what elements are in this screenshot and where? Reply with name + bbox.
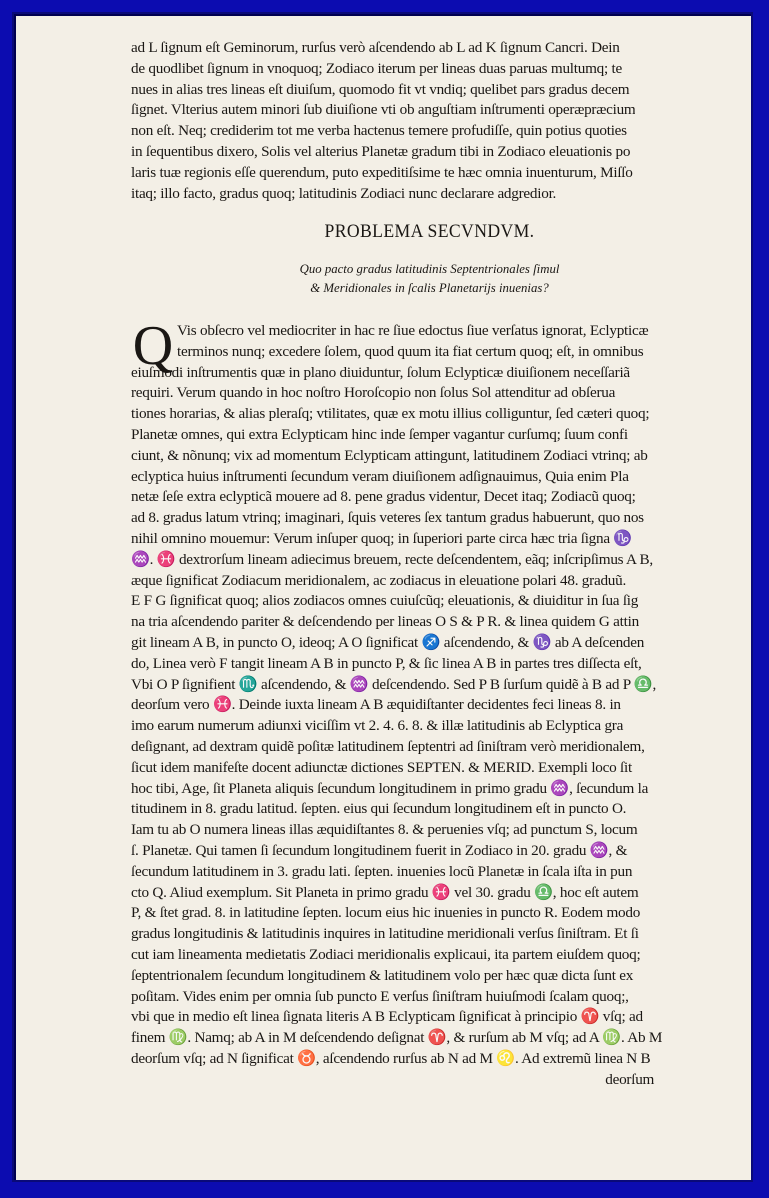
text-line: cut iam lineamenta medietatis Zodiaci meridionalis explicaui, ita partem eiuſdem quoq; — [131, 945, 641, 963]
text-line: de quodlibet ſignum in vnoquoq; Zodiaco iterum per lineas duas paruas multumq; te — [131, 59, 622, 77]
text-line: P, & ſtet grad. 8. in latitudine ſepten. locum eius hic inuenies in puncto R. Eodem modo — [131, 904, 641, 922]
problem-subtitle — [131, 260, 728, 298]
text-line: in ſequentibus dixero, Solis vel alterius Planetæ gradum tibi in Zodiaco eleuationis po — [131, 142, 631, 160]
text-line: eclyptica huius inſtrumenti ſecundum veram diuiſionem adſignauimus, Quia enim Pla — [131, 467, 629, 485]
paragraph-2 — [131, 315, 663, 1090]
drop-cap: Q — [132, 315, 174, 377]
text-line: titudinem in 8. gradu latitud. ſepten. eius qui ſecundum longitudinem eſt in puncto O. — [131, 800, 627, 818]
text-line: ſignet. Vlterius autem minori ſub diuiſione vti ob anguſtiam inſtrumenti operæpræcium — [131, 101, 636, 119]
text-line: vbi que in medio eſt linea ſignata literis A B Eclypticam ſignificat à principio ♈ vſq; ad — [131, 1008, 643, 1026]
text-line: poſitam. Vides enim per omnia ſub puncto E verſus ſiniſtram huiuſmodi ſcalam quoq;, — [131, 987, 629, 1005]
text-line: ſ. Planetæ. Qui tamen ſi ſecundum longitudinem fuerit in Zodiaco in 20. gradu ♒, & — [131, 841, 628, 859]
text-line: finem ♍. Namq; ab A in M deſcendendo deſignat ♈, & rurſum ab M vſq; ad A ♍. Ab M — [131, 1029, 663, 1047]
text-line: ad L ſignum eſt Geminorum, rurſus verò aſcendendo ab L ad K ſignum Cancri. Dein — [131, 39, 620, 56]
text-line: gradus longitudinis & latitudinis inquires in latitudine meridionali verſus ſiniſtram. Et ſi — [131, 925, 639, 943]
text-line: terminos nunq; excedere ſolem, quod quum ita fiat certum quoq; eſt, in omnibus — [177, 342, 644, 360]
text-line: ſicut idem manifeſte docent adiunctæ dictiones SEPTEN. & MERID. Exempli loco ſit — [131, 758, 632, 776]
text-line: laris tuæ regionis eſſe querendum, puto expeditiſsime te hæc omnia inuenturum, Miſſo — [131, 163, 633, 181]
scanned-page — [16, 16, 751, 1180]
text-line: Planetæ omnes, qui extra Eclypticam hinc inde ſemper vagantur curſumq; ſuum confi — [131, 425, 628, 443]
problem-heading: PROBLEMA SECVNDVM. — [324, 221, 535, 242]
text-line: nihil omnino mouemur: Verum inſuper quoq; in ſuperiori parte circa hæc tria ſigna ♑ — [131, 529, 633, 547]
text-line: tiones horarias, & alias pleraſq; vtilitates, quæ ex motu illius colliguntur, ſed cæteri quoq; — [131, 405, 650, 423]
text-line: deſignant, ad dextram quidẽ poſitæ latitudinem ſeptentri ad ſiniſtram verò meridionalem, — [131, 737, 645, 755]
text-line: git lineam A B, in puncto O, ideoq; A O ſignificat ♐ aſcendendo, & ♑ ab A deſcenden — [131, 633, 645, 651]
catchword: deorſum — [605, 1070, 655, 1088]
text-line: hoc tibi, Age, ſit Planeta aliquis ſecundum longitudinem in primo gradu ♒, ſecundum la — [131, 779, 649, 797]
subtitle-line: Quo pacto gradus latitudinis Septentrionales ſimul — [299, 262, 560, 276]
text-line: Iam tu ab O numera lineas illas æquidiſtantes 8. & peruenies vſq; ad punctum S, locum — [131, 821, 638, 839]
text-line: æque ſignificat Zodiacum meridionalem, ac zodiacus in eleuatione polari 48. graduũ. — [131, 571, 627, 589]
text-line: requiri. Verum quando in hoc noſtro Horoſcopio non ſolus Sol attenditur ad obſerua — [131, 384, 616, 402]
text-line: ſeptentrionalem ſecundum longitudinem & latitudinem volo per hæc quæ dicta ſunt ex — [131, 966, 634, 984]
paragraph-1 — [131, 38, 635, 204]
text-line: Vis obſecro vel mediocriter in hac re ſiue edoctus ſiue verſatus ignorat, Eclypticæ — [177, 322, 649, 339]
text-line: deorſum vero ♓. Deinde iuxta lineam A B æquidiſtanter decidentes feci lineas 8. in — [131, 696, 621, 714]
text-line: non eſt. Neq; crediderim tot me verba hactenus temere profudiſſe, quin potius quoties — [131, 122, 627, 140]
text-line: ad 8. gradus latum vtrinq; imaginari, ſquis veteres ſex tantum gradus habuerunt, quo nos — [131, 509, 644, 527]
text-line: nues in alias tres lineas eſt diuiſum, quomodo fit vt vndiq; quelibet pars gradus decem — [131, 80, 630, 98]
subtitle-line: & Meridionales in ſcalis Planetarijs inuenias? — [310, 281, 549, 295]
text-line: ſecundum latitudinem in 3. gradu lati. ſepten. inuenies locũ Planetæ in ſcala iſta in pun — [131, 862, 633, 880]
text-line: deorſum vſq; ad N ſignificat ♉, aſcendendo rurſus ab N ad M ♌. Ad extremũ linea N B — [131, 1049, 651, 1067]
text-line: ♒. ♓ dextrorſum lineam adiecimus breuem, recte deſcendentem, eãq; inſcripſimus A B, — [131, 550, 653, 568]
text-line: ciunt, & nõnunq; vix ad momentum Eclypticam attingunt, latitudinem Zodiaci vtrinq; ab — [131, 446, 648, 464]
text-line: cto Q. Aliud exemplum. Sit Planeta in primo gradu ♓ vel 30. gradu ♎, hoc eſt autem — [131, 883, 639, 901]
text-line: do, Linea verò F tangit lineam A B in puncto P, & ſic linea A B in partes tres diſſecta eſt, — [131, 654, 642, 672]
text-line: Vbi O P ſignifient ♏ aſcendendo, & ♒ deſcendendo. Sed P B ſurſum quidẽ à B ad P ♎, — [131, 675, 657, 693]
text-line: eiuſmodi inſtrumentis quæ in plano diuiduntur, ſolum Eclypticæ diuiſionem neceſſariã — [131, 363, 630, 381]
text-line: imo earum numerum adiunxi viciſſim vt 2. 4. 6. 8. & illæ latitudinis ab Eclyptica gra — [131, 717, 624, 735]
text-line: netæ ſeſe extra eclypticã mouere ad 8. pene gradus videntur, Decet itaq; Zodiacũ quoq; — [131, 488, 636, 506]
text-line: E F G ſignificat quoq; alios zodiacos omnes cuiuſcũq; eleuationis, & diuiditur in ſua ſig — [131, 592, 639, 610]
text-line: itaq; illo facto, gradus quoq; latitudinis Zodiaci nunc declarare adgredior. — [131, 184, 557, 202]
text-line: na tria aſcendendo pariter & deſcendendo per lineas O S & P R. & linea quidem G attin — [131, 613, 639, 631]
